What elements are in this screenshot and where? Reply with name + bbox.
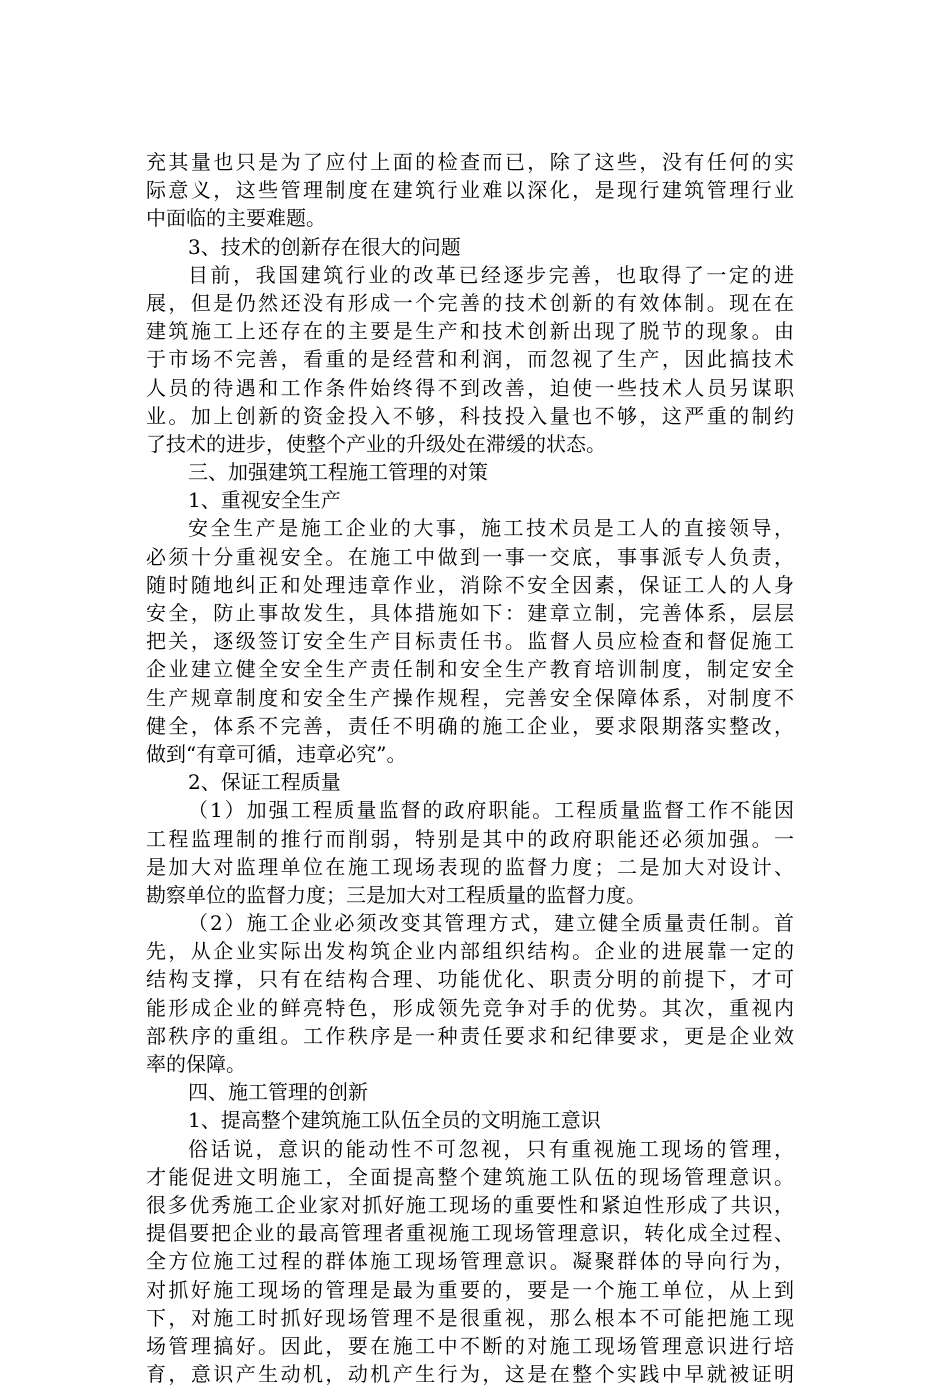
- text-line: 际意义，这些管理制度在建筑行业难以深化，是现行建筑管理行业: [146, 178, 794, 203]
- text-line: 生产规章制度和安全生产操作规程，完善安全保障体系，对制度不: [146, 685, 794, 710]
- text-line: 1、重视安全生产: [188, 488, 341, 513]
- text-line: 四、施工管理的创新: [188, 1080, 368, 1105]
- text-line: 安全生产是施工企业的大事，施工技术员是工人的直接领导，: [188, 516, 794, 541]
- text-line: 做到“有章可循，违章必究”。: [146, 741, 407, 766]
- text-line: 了技术的进步，使整个产业的升级处在滞缓的状态。: [146, 431, 606, 456]
- text-line: 业。加上创新的资金投入不够，科技投入量也不够，这严重的制约: [146, 403, 794, 428]
- text-line: 2、保证工程质量: [188, 770, 341, 795]
- text-line: 很多优秀施工企业家对抓好施工现场的重要性和紧迫性形成了共识，: [146, 1192, 794, 1217]
- text-line: 才能促进文明施工，全面提高整个建筑施工队伍的现场管理意识。: [146, 1164, 794, 1189]
- text-line: 俗话说，意识的能动性不可忽视，只有重视施工现场的管理，: [188, 1136, 794, 1161]
- text-line: 育，意识产生动机，动机产生行为，这是在整个实践中早就被证明: [146, 1362, 794, 1387]
- text-line: 1、提高整个建筑施工队伍全员的文明施工意识: [188, 1108, 601, 1133]
- text-line: 勘察单位的监督力度；三是加大对工程质量的监督力度。: [146, 882, 646, 907]
- text-line: 充其量也只是为了应付上面的检查而已，除了这些，没有任何的实: [146, 150, 794, 174]
- text-line: 对抓好施工现场的管理是最为重要的，要是一个施工单位，从上到: [146, 1277, 794, 1302]
- text-line: 能形成企业的鲜亮特色，形成领先竞争对手的优势。其次，重视内: [146, 995, 794, 1020]
- text-line: 企业建立健全安全生产责任制和安全生产教育培训制度，制定安全: [146, 657, 794, 682]
- text-line: 建筑施工上还存在的主要是生产和技术创新出现了脱节的现象。由: [146, 319, 794, 344]
- text-line: 人员的待遇和工作条件始终得不到改善，迫使一些技术人员另谋职: [146, 375, 794, 400]
- text-line: 场管理搞好。因此，要在施工中不断的对施工现场管理意识进行培: [146, 1333, 794, 1358]
- text-line: 于市场不完善，看重的是经营和利润，而忽视了生产，因此搞技术: [146, 347, 794, 372]
- text-line: 安全，防止事故发生，具体措施如下：建章立制，完善体系，层层: [146, 601, 794, 625]
- text-line: 结构支撑，只有在结构合理、功能优化、职责分明的前提下，才可: [146, 967, 794, 992]
- document-body: [146, 148, 794, 1388]
- text-line: 工程监理制的推行而削弱，特别是其中的政府职能还必须加强。一: [146, 826, 794, 851]
- text-line: 先，从企业实际出发构筑企业内部组织结构。企业的进展靠一定的: [146, 939, 794, 964]
- text-line: 三、加强建筑工程施工管理的对策: [188, 460, 488, 485]
- text-line: 中面临的主要难题。: [146, 206, 326, 231]
- text-line: 目前，我国建筑行业的改革已经逐步完善，也取得了一定的进: [188, 262, 794, 287]
- text-line: 随时随地纠正和处理违章作业，消除不安全因素，保证工人的人身: [146, 572, 794, 597]
- text-line: 3、技术的创新存在很大的问题: [188, 234, 461, 259]
- text-line: （2）施工企业必须改变其管理方式，建立健全质量责任制。首: [188, 911, 794, 936]
- text-line: （1）加强工程质量监督的政府职能。工程质量监督工作不能因: [188, 798, 794, 823]
- text-line: 下，对施工时抓好现场管理不是很重视，那么根本不可能把施工现: [146, 1305, 794, 1330]
- text-line: 部秩序的重组。工作秩序是一种责任要求和纪律要求，更是企业效: [146, 1023, 794, 1048]
- text-line: 提倡要把企业的最高管理者重视施工现场管理意识，转化成全过程、: [146, 1221, 794, 1246]
- text-line: 健全，体系不完善，责任不明确的施工企业，要求限期落实整改，: [146, 713, 794, 738]
- text-line: 率的保障。: [146, 1052, 246, 1076]
- text-line: 展，但是仍然还没有形成一个完善的技术创新的有效体制。现在在: [146, 290, 794, 315]
- text-line: 全方位施工过程的群体施工现场管理意识。凝聚群体的导向行为，: [146, 1249, 794, 1274]
- text-line: 把关，逐级签订安全生产目标责任书。监督人员应检查和督促施工: [146, 629, 794, 654]
- text-line: 必须十分重视安全。在施工中做到一事一交底，事事派专人负责，: [146, 544, 794, 569]
- text-line: 是加大对监理单位在施工现场表现的监督力度；二是加大对设计、: [146, 854, 794, 879]
